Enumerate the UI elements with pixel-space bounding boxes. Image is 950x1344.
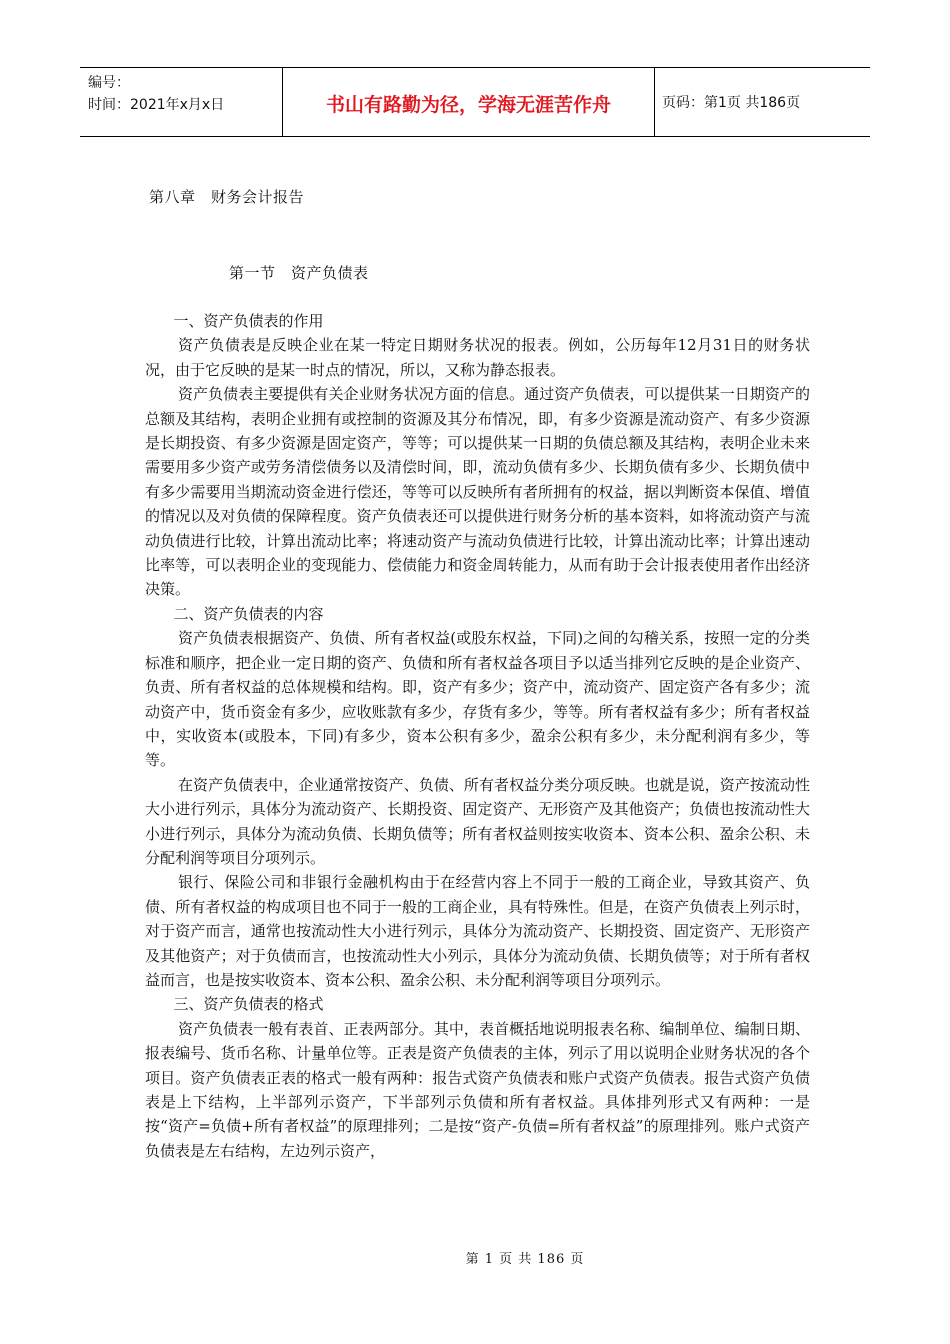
page-footer: 第 1 页 共 186 页	[465, 1252, 585, 1267]
paragraph: 资产负债表根据资产、负债、所有者权益(或股东权益，下同)之间的勾稽关系，按照一定的分类标准和顺序，把企业一定日期的资产、负债和所有者权益各项目予以适当排列它反映的是企业资产、负责、所有者权益的总体规模和结构。即，资产有多少；资产中，流动资产、固定资产各有多少；流动资产中，货币资金有多少，应收账款有多少，存货有多少，等等。所有者权益有多少；所有者权益中，实收资本(或股本，下同)有多少，资本公积有多少，盈余公积有多少，未分配利润有多少，等等。	[145, 629, 810, 770]
page-header	[80, 67, 870, 137]
header-motto: 书山有路勤为径，学海无涯苦作舟	[283, 68, 655, 136]
paragraph: 资产负债表是反映企业在某一特定日期财务状况的报表。例如，公历每年12月31日的财务状况，由于它反映的是某一时点的情况，所以，又称为静态报表。	[145, 336, 810, 379]
paragraph: 资产负债表一般有表首、正表两部分。其中，表首概括地说明报表名称、编制单位、编制日期、报表编号、货币名称、计量单位等。正表是资产负债表的主体，列示了用以说明企业财务状况的各个项目。资产负债表正表的格式一般有两种：报告式资产负债表和账户式资产负债表。报告式资产负债表是上下结构，上半部列示资产，下半部列示负债和所有者权益。具体排列形式又有两种：一是按“资产=负债+所有者权益”的原理排列；二是按“资产-负债=所有者权益”的原理排列。账户式资产负债表是左右结构，左边列示资产，	[145, 1019, 810, 1160]
header-meta	[80, 68, 283, 136]
header-page-info: 页码：第1页 共186页	[662, 95, 801, 111]
section-heading: 二、资产负债表的内容	[173, 604, 324, 623]
section-heading: 三、资产负债表的格式	[173, 995, 324, 1014]
document-date: 时间：2021年x月x日	[88, 97, 225, 113]
document-body	[145, 309, 810, 1163]
paragraph: 资产负债表主要提供有关企业财务状况方面的信息。通过资产负债表，可以提供某一日期资产的总额及其结构，表明企业拥有或控制的资源及其分布情况，即，有多少资源是流动资产、有多少资源是长期投资、有多少资源是固定资产，等等；可以提供某一日期的负债总额及其结构，表明企业未来需要用多少资产或劳务清偿债务以及清偿时间，即，流动负债有多少、长期负债有多少、长期负债中有多少需要用当期流动资金进行偿还，等等可以反映所有者所拥有的权益，据以判断资本保值、增值的情况以及对负债的保障程度。资产负债表还可以提供进行财务分析的基本资料，如将流动资产与流动负债进行比较，计算出流动比率；将速动资产与流动负债进行比较，计算出流动比率；计算出速动比率等，可以表明企业的变现能力、偿债能力和资金周转能力，从而有助于会计报表使用者作出经济决策。	[145, 385, 810, 599]
section-heading: 一、资产负债表的作用	[173, 312, 324, 330]
chapter-title: 第八章 财务会计报告	[149, 188, 305, 206]
section-title: 第一节 资产负债表	[229, 264, 369, 282]
document-number-label: 编号：	[88, 75, 130, 91]
paragraph: 在资产负债表中，企业通常按资产、负债、所有者权益分类分项反映。也就是说，资产按流动性大小进行列示，具体分为流动资产、长期投资、固定资产、无形资产及其他资产；负债也按流动性大小进行列示，具体分为流动负债、长期负债等；所有者权益则按实收资本、资本公积、盈余公积、未分配利润等项目分项列示。	[145, 775, 810, 867]
paragraph: 银行、保险公司和非银行金融机构由于在经营内容上不同于一般的工商企业，导致其资产、负债、所有者权益的构成项目也不同于一般的工商企业，具有特殊性。但是，在资产负债表上列示时，对于资产而言，通常也按流动性大小进行列示，具体分为流动资产、长期投资、固定资产、无形资产及其他资产；对于负债而言，也按流动性大小列示，具体分为流动负债、长期负债等；对于所有者权益而言，也是按实收资本、资本公积、盈余公积、未分配利润等项目分项列示。	[145, 873, 810, 989]
